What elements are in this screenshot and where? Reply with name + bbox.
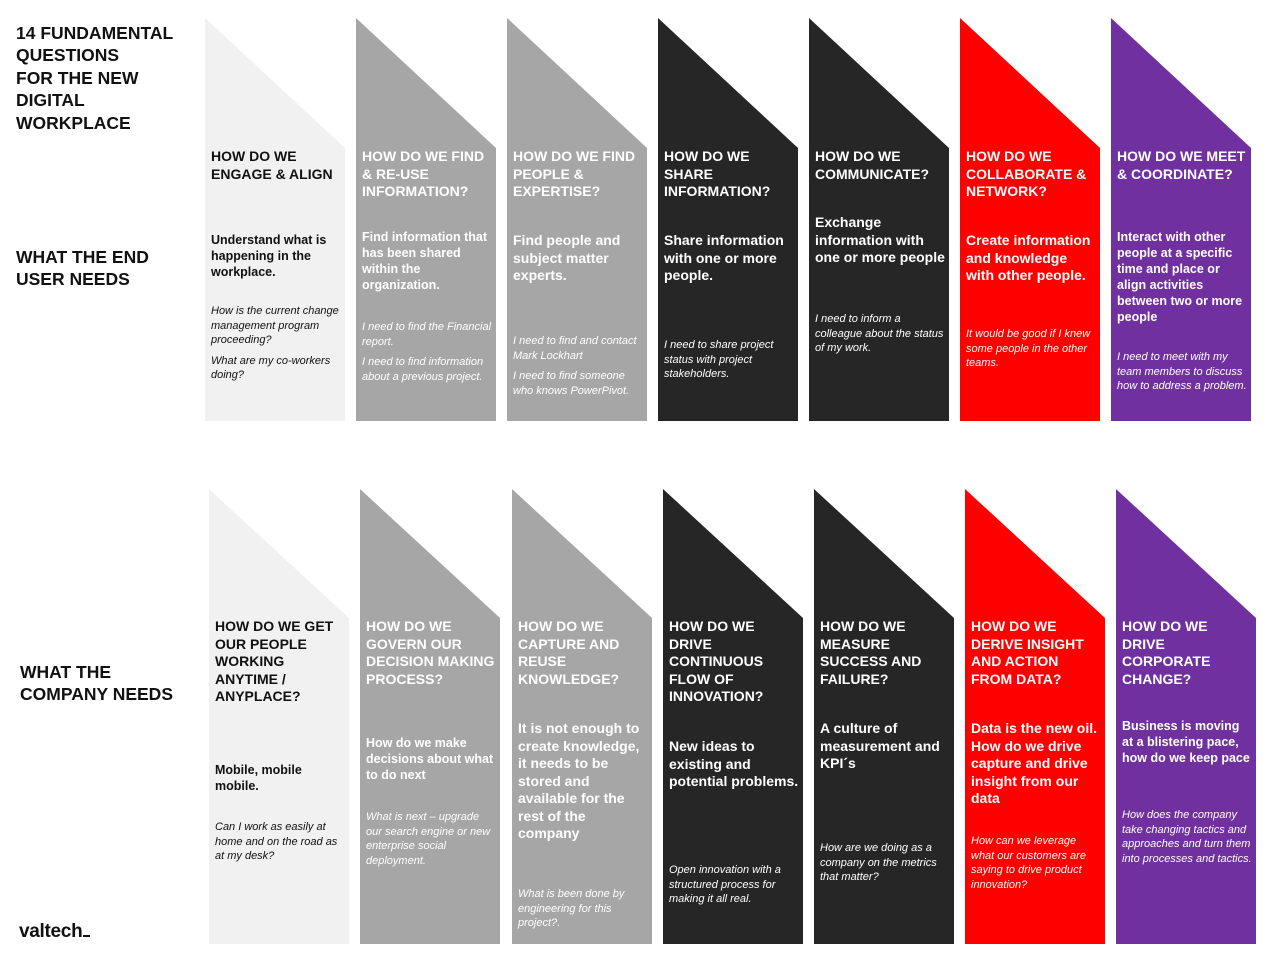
card-example: How can we leverage what our customers are saying to drive product innovation? <box>971 835 1086 891</box>
card-example: I need to find someone who knows PowerPivot. <box>513 370 630 397</box>
card-question: HOW DO WE MEET & COORDINATE? <box>1117 148 1246 182</box>
card-example: I need to inform a colleague about the status of my work. <box>815 313 944 354</box>
card-question: HOW DO WE FIND PEOPLE & EXPERTISE? <box>513 148 636 199</box>
card-question: HOW DO WE FIND & RE-USE INFORMATION? <box>362 148 485 199</box>
company-card-6 <box>965 0 1105 944</box>
card-example: What is next – upgrade our search engine or new enterprise social deployment. <box>366 811 491 867</box>
card-question: HOW DO WE DRIVE CORPORATE CHANGE? <box>1122 618 1211 687</box>
page-title: 14 FUNDAMENTAL QUESTIONS FOR THE NEW DIGITAL WORKPLACE <box>16 23 174 133</box>
card-example: I need to find information about a previous project. <box>362 356 484 383</box>
company-card-5 <box>814 0 954 944</box>
card-question: HOW DO WE SHARE INFORMATION? <box>664 148 771 199</box>
valtech-logo: valtech <box>19 921 90 943</box>
card-question: HOW DO WE GOVERN OUR DECISION MAKING PROCESS? <box>366 618 495 687</box>
company-card-1 <box>209 0 349 944</box>
card-description: Mobile, mobile mobile. <box>215 763 302 793</box>
card-question: HOW DO WE ENGAGE & ALIGN <box>211 148 333 182</box>
card-example: It would be good if I knew some people in the other teams. <box>966 328 1091 369</box>
card-description: Exchange information with one or more people <box>815 214 945 265</box>
card-description: Business is moving at a blistering pace, how do we keep pace <box>1122 719 1250 765</box>
card-examples <box>518 887 648 937</box>
card-examples <box>1122 808 1252 872</box>
row-label-end-user: WHAT THE END USER NEEDS <box>16 247 149 290</box>
card-example: How are we doing as a company on the metrics that matter? <box>820 842 937 883</box>
card-description: A culture of measurement and KPI´s <box>820 720 940 771</box>
card-example: How is the current change management program proceeding? <box>211 305 339 346</box>
card-examples <box>820 841 950 891</box>
card-description: Understand what is happening in the workplace. <box>211 233 327 279</box>
card-examples <box>215 820 345 870</box>
card-example: Can I work as easily at home and on the road as at my desk? <box>215 821 338 862</box>
card-description: Find people and subject matter experts. <box>513 232 621 283</box>
card-example: What is been done by engineering for this project?. <box>518 888 625 929</box>
card-description: Find information that has been shared within the organization. <box>362 230 487 292</box>
card-description: Create information and knowledge with other people. <box>966 232 1091 283</box>
card-example: Open innovation with a structured process for making it all real. <box>669 864 781 905</box>
company-card-2 <box>360 0 500 944</box>
card-question: HOW DO WE DRIVE CONTINUOUS FLOW OF INNOVATION? <box>669 618 764 704</box>
card-examples <box>366 810 496 874</box>
card-question: HOW DO WE COLLABORATE & NETWORK? <box>966 148 1087 199</box>
company-card-3 <box>512 0 652 944</box>
card-description: Share information with one or more people. <box>664 232 784 283</box>
card-description: Data is the new oil. How do we drive capture and drive insight from our data <box>971 720 1098 806</box>
card-examples <box>971 834 1101 898</box>
company-card-7 <box>1116 0 1256 944</box>
company-card-4 <box>663 0 803 944</box>
card-example: How does the company take changing tactics and approaches and turn them into processes and tactics. <box>1122 809 1252 865</box>
card-description: How do we make decisions about what to do next <box>366 736 494 782</box>
card-example: I need to meet with my team members to discuss how to address a problem. <box>1117 351 1247 392</box>
card-question: HOW DO WE CAPTURE AND REUSE KNOWLEDGE? <box>518 618 620 687</box>
card-question: HOW DO WE DERIVE INSIGHT AND ACTION FROM DATA? <box>971 618 1084 687</box>
row-label-company: WHAT THE COMPANY NEEDS <box>20 662 173 705</box>
card-example: What are my co-workers doing? <box>211 354 331 381</box>
card-question: HOW DO WE MEASURE SUCCESS AND FAILURE? <box>820 618 922 687</box>
card-examples <box>669 863 799 913</box>
card-example: I need to find the Financial report. <box>362 321 492 348</box>
card-description: New ideas to existing and potential problems. <box>669 738 799 789</box>
card-question: HOW DO WE COMMUNICATE? <box>815 148 930 182</box>
card-description: Interact with other people at a specific time and place or align activities between two or more people <box>1117 230 1243 324</box>
card-description: It is not enough to create knowledge, it needs to be stored and available for the rest of the company <box>518 720 640 841</box>
card-question: HOW DO WE GET OUR PEOPLE WORKING ANYTIME / ANYPLACE? <box>215 618 334 704</box>
card-example: I need to share project status with project stakeholders. <box>664 339 774 380</box>
card-example: I need to find and contact Mark Lockhart <box>513 335 637 362</box>
